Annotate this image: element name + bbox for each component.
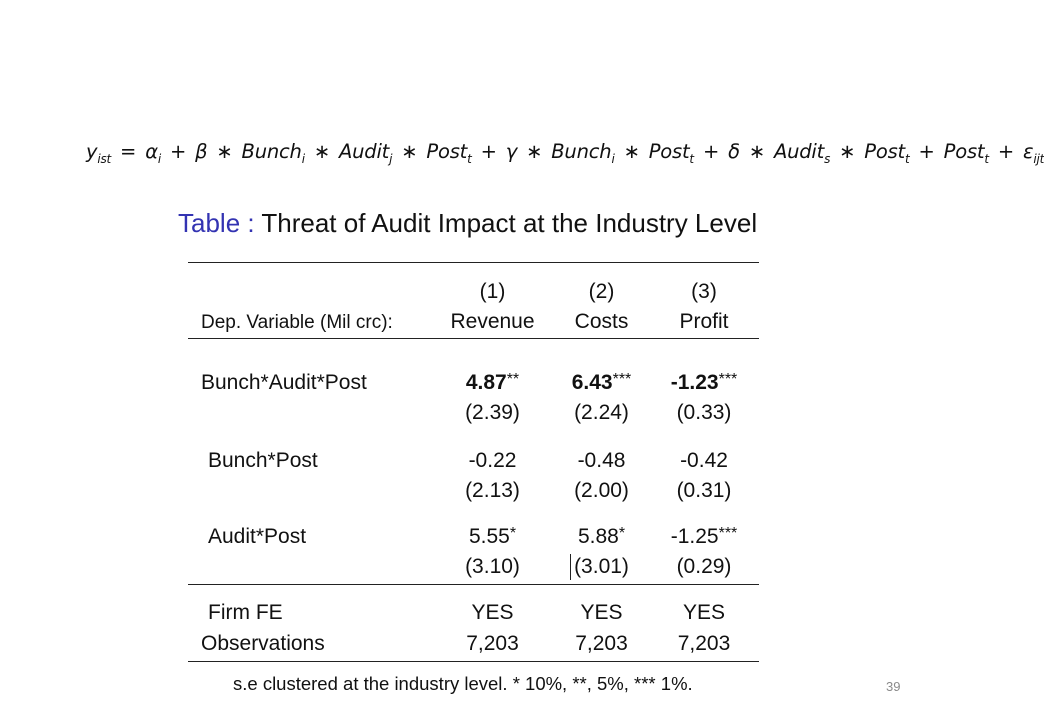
se-cell: (3.01) (574, 555, 629, 578)
regression-equation: $y_{ist} = \alpha_i + \beta$ ∗ Bunch$_i$ ∗ Audit$_j$ ∗ Post$_t$ + γ ∗ Bunch$_i$ ∗ Post$_t$ + δ ∗ Audit$_s$ ∗ Post$_t$ + Post$_t$ + $\varepsilon_{ijt}$ (86, 140, 1044, 166)
table-footnote: s.e clustered at the industry level. * 10%, **, 5%, *** 1%. (233, 673, 693, 694)
text-cursor (570, 554, 571, 580)
column-header-costs: Costs (574, 310, 629, 333)
row-label-audit-post: Audit*Post (208, 525, 307, 548)
table-bottom-rule (188, 661, 759, 662)
column-number-2: (2) (588, 280, 615, 303)
table-body-rule (188, 584, 759, 585)
table-top-rule (188, 262, 759, 263)
row-label-bunch-post: Bunch*Post (208, 449, 318, 472)
se-cell: (0.29) (676, 555, 732, 578)
firm-fe-cell: YES (580, 601, 623, 624)
se-cell: (0.31) (676, 479, 732, 502)
coef-cell: 5.55* (468, 525, 517, 548)
observations-cell: 7,203 (575, 632, 628, 655)
observations-cell: 7,203 (677, 632, 731, 655)
row-label-bunch-audit-post: Bunch*Audit*Post (201, 371, 367, 394)
se-cell: (2.00) (574, 479, 629, 502)
se-cell: (2.13) (465, 479, 520, 502)
coef-cell: -1.25*** (670, 525, 738, 548)
column-header-profit: Profit (679, 310, 729, 333)
table-header-rule (188, 338, 759, 339)
table-title-prefix: Table : (178, 208, 255, 238)
se-cell: (2.24) (574, 401, 629, 424)
firm-fe-cell: YES (471, 601, 514, 624)
page-number: 39 (886, 679, 901, 694)
coef-cell: -0.22 (468, 449, 517, 472)
dep-variable-label: Dep. Variable (Mil crc): (201, 312, 393, 333)
se-cell: (2.39) (465, 401, 520, 424)
se-cell: (0.33) (676, 401, 732, 424)
row-label-observations: Observations (201, 632, 325, 655)
table-title (178, 208, 757, 239)
se-cell: (3.10) (465, 555, 520, 578)
firm-fe-cell: YES (682, 601, 726, 624)
coef-cell: -1.23*** (670, 371, 738, 394)
row-label-firm-fe: Firm FE (208, 601, 283, 624)
coef-cell: 6.43*** (571, 371, 632, 394)
coef-cell: 5.88* (577, 525, 626, 548)
coef-cell: -0.42 (680, 449, 728, 472)
coef-cell: 4.87** (465, 371, 520, 394)
coef-cell: -0.48 (577, 449, 626, 472)
column-number-3: (3) (691, 280, 717, 303)
column-number-1: (1) (479, 280, 506, 303)
table-title-text: Threat of Audit Impact at the Industry Level (261, 208, 758, 238)
observations-cell: 7,203 (466, 632, 519, 655)
column-header-revenue: Revenue (450, 310, 535, 333)
